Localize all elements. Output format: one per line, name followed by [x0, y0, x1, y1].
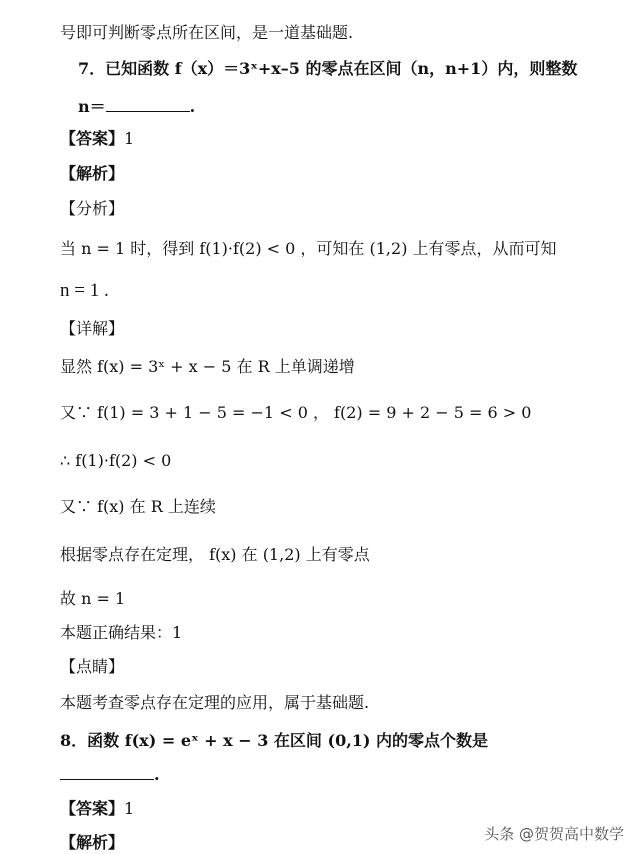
answer-row-1: [60, 128, 134, 150]
comment-text: 本题考查零点存在定理的应用，属于基础题.: [60, 693, 370, 712]
answer-value-2: 1: [124, 799, 135, 818]
answer-label: 【答案】: [60, 129, 125, 148]
detail-step-6: 故 n = 1: [60, 589, 126, 608]
detail-step-4: 又∵ f(x) 在 R 上连续: [60, 497, 216, 516]
question-7-line-2: [78, 96, 195, 118]
detail-step-2: 又∵ f(1) = 3 + 1 − 5 = −1 < 0 ， f(2) = 9 + 2 − 5 = 6 > 0: [60, 403, 532, 422]
answer-label-2: 【答案】: [60, 799, 125, 818]
detail-step-3: ∴ f(1)·f(2) < 0: [60, 451, 172, 470]
comment-label: 【点睛】: [60, 657, 125, 676]
watermark: 头条 @贺贺高中数学: [484, 825, 624, 843]
question-7-variable: n＝: [78, 97, 106, 116]
fenxi-text-line-2: n = 1 .: [60, 280, 109, 301]
answer-blank-q8: [60, 779, 154, 780]
question-8-line-2: [60, 764, 160, 786]
question-8-line-1: 8．函数 f(x) = eˣ + x − 3 在区间 (0,1) 内的零点个数是: [60, 731, 489, 750]
question-8-period: .: [154, 765, 160, 784]
detail-step-5: 根据零点存在定理， f(x) 在 (1,2) 上有零点: [60, 545, 370, 564]
answer-row-2: [60, 798, 134, 820]
fenxi-label: 【分析】: [60, 199, 125, 218]
question-7-line-1: 7．已知函数 f（x）＝3ˣ+x–5 的零点在区间（n，n+1）内，则整数: [78, 59, 578, 78]
detail-label: 【详解】: [60, 319, 125, 338]
intro-text: 号即可判断零点所在区间，是一道基础题.: [60, 23, 354, 42]
fenxi-text-line-1: 当 n = 1 时，得到 f(1)·f(2) < 0 ，可知在 (1,2) 上有零点，从而可知: [60, 239, 557, 258]
analysis-label: 【解析】: [60, 164, 125, 183]
analysis-label-2: 【解析】: [60, 833, 125, 852]
fenxi-text: [60, 238, 557, 260]
correct-result: 本题正确结果：1: [60, 623, 183, 642]
answer-value: 1: [124, 129, 135, 148]
detail-step-1: 显然 f(x) = 3ˣ + x − 5 在 R 上单调递增: [60, 357, 355, 376]
question-7-period: .: [189, 97, 196, 116]
answer-blank: [106, 111, 190, 112]
